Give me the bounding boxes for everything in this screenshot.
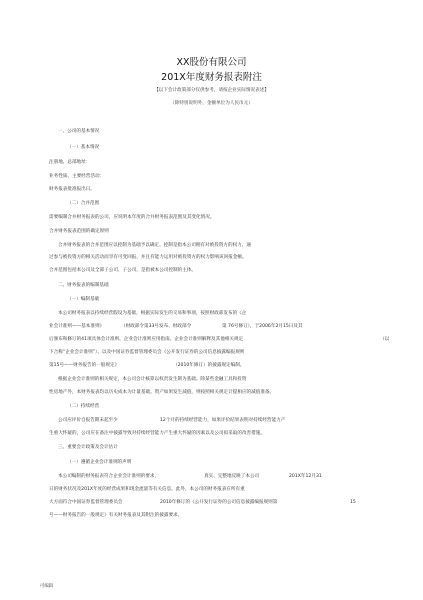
- text-segment: （二）持续经营: [67, 404, 100, 409]
- text-segment: （一）基本情况: [67, 145, 100, 150]
- text-segment: 合并财务报表的合并范围应以控制为基础予以确定。控制是指本公司拥有对被投资方的权力，通: [58, 243, 251, 248]
- text-segment: 号——财务报告的一般规定》有关财务报表及其附注的披露要求。: [49, 513, 183, 518]
- text-segment: 合并财务报表范围的确定原则: [49, 229, 109, 234]
- text-segment: 15: [350, 500, 356, 505]
- text-segment: 公司应评价自报告期末起至少: [58, 418, 118, 423]
- text-segment: （以: [380, 337, 390, 342]
- text-segment: 二、财务报表的编制基础: [58, 283, 109, 288]
- text-segment: 一、公司的基本情况: [58, 129, 100, 134]
- text-segment: 合并范围包括本公司及全部子公司、子公司，是指被本公司控制的主体。: [49, 268, 197, 273]
- text-segment: 201X年12月31: [289, 474, 322, 479]
- text-segment: 三、重要会计政策及会计估计: [58, 445, 118, 450]
- text-segment: 业会计准则——基本准则》: [49, 324, 105, 329]
- text-segment: 大方面符合中国证券监督管理委员会: [49, 500, 123, 505]
- text-segment: 过参与被投资方的相关活动而享有可变回报，并且有能力运用对被投资方的权力影响该回报金额。: [49, 255, 247, 260]
- text-segment: 本公司财务报表以持续经营假设为基础，根据实际发生的交易和事项，按照财政部发布的《企: [58, 311, 247, 316]
- text-segment: 生重大怀疑的，公司应在备注中披露导致对持续经营能力产生重大怀疑的因素以及公司拟采取的改善措施。: [49, 431, 265, 436]
- text-segment: 2010年修订的《公开发行证券的公司信息披露编报规则第: [160, 500, 278, 505]
- text-segment: 根据企业会计准则的相关规定，本公司会计核算以权责发生制为基础。除某些金融工具和投资: [58, 377, 247, 382]
- text-segment: 12个月的持续经营能力，如果评价结果表明对持续经营能力产: [160, 418, 286, 423]
- text-segment: 需要编制合并财务报表的公司，应说明本年度的合并财务报表范围及其变化情况。: [49, 215, 215, 220]
- text-segment: 本公司编制的财务报表符合企业会计准则的要求，: [58, 474, 160, 479]
- text-segment: （一）遵循企业会计准则的声明: [67, 460, 132, 465]
- report-subtitle: 201X年度财务报表附注: [161, 72, 262, 83]
- notice-text: 【以下会计政策部分仅供参考，请按企业实际情况表述】: [154, 88, 269, 93]
- company-title: XX股份有限公司: [176, 57, 247, 68]
- text-segment: 性房地产外，本财务报表均以历史成本为计量基础。资产如果发生减值，则按照相关规定计提相应的减值准备。: [49, 390, 275, 395]
- text-segment: 下合称“企业会计准则”），以及中国证券监督管理委员会《公开发行证券的公司信息披露编报规则: [49, 350, 245, 355]
- text-segment: 注册地、总部地址：: [49, 160, 91, 165]
- text-segment: （一）编制基础: [67, 297, 100, 302]
- text-segment: 第15号——财务报告的一般规定》: [49, 363, 120, 368]
- unit-note: （除特别说明外，金额单位为人民币元）: [170, 101, 253, 106]
- text-segment: （2010年修订）的披露规定编制。: [173, 363, 245, 368]
- text-segment: 真实、完整地反映了本公司: [204, 474, 260, 479]
- text-segment: 后颁布和修订的41项具体会计准则、企业会计准则应用指南、企业会计准则解释及其他相关规定: [49, 337, 244, 342]
- text-segment: （财政部令第33号发布、财政部令: [121, 324, 192, 329]
- text-segment: （二）合并范围: [67, 201, 100, 206]
- text-segment: 日的财务状况及201X年度的经营成果和现金流量等有关信息。此外，本公司的财务报表在所有重: [49, 487, 245, 492]
- text-segment: 财务报表批准报出日。: [49, 187, 95, 192]
- text-segment: 第 76号修订），于2006年2月15日及其: [222, 324, 303, 329]
- footer-editable-label: 可编辑: [40, 584, 54, 589]
- text-segment: 业务性质、主要经营活动：: [49, 174, 105, 179]
